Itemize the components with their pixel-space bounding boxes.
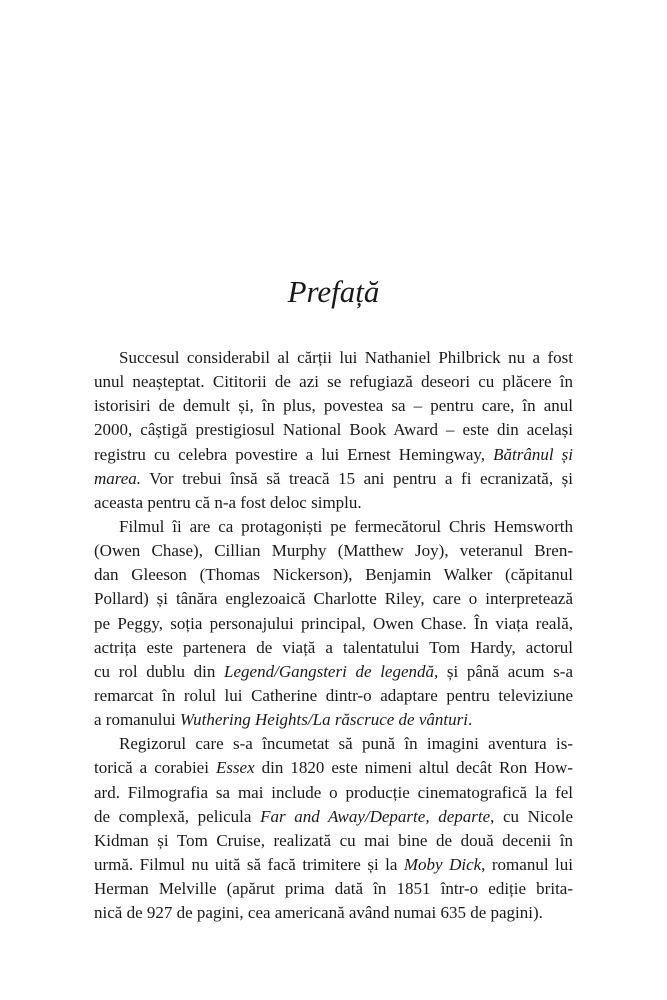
text-segment: aceasta pentru că n-a fost deloc simplu. xyxy=(94,492,362,512)
text-line xyxy=(94,853,573,877)
italic-title: Wuthering Heights/La răscruce de vânturi xyxy=(179,710,468,730)
italic-title: marea. xyxy=(94,468,142,488)
text-line xyxy=(94,756,573,780)
text-line xyxy=(94,467,573,491)
text-line xyxy=(94,563,573,587)
text-segment: Pollard) și tânăra englezoaică Charlotte Riley, care o interpretează xyxy=(94,589,573,609)
text-line xyxy=(94,612,573,636)
text-segment: dan Gleeson (Thomas Nickerson), Benjamin Walker (căpitanul xyxy=(94,565,573,585)
text-segment: de complexă, pelicula xyxy=(94,806,261,826)
paragraph xyxy=(94,346,573,515)
text-segment: , cu Nicole xyxy=(490,806,573,826)
italic-title: Far and Away/Departe, departe xyxy=(260,806,491,826)
text-segment: , romanul lui xyxy=(481,854,573,874)
page-title: Prefață xyxy=(287,274,380,309)
text-segment: din 1820 este nimeni altul decât Ron How- xyxy=(254,758,573,778)
text-segment: remarcat în rolul lui Catherine dintr-o adaptare pentru televiziune xyxy=(94,685,573,705)
text-segment: Herman Melville (apărut prima dată în 1851 într-o ediție brita- xyxy=(94,879,573,899)
text-line xyxy=(94,684,573,708)
text-segment: Vor trebui însă să treacă 15 ani pentru a fi ecranizată, și xyxy=(141,468,573,488)
text-line xyxy=(94,587,573,611)
text-line xyxy=(94,781,573,805)
preface-body xyxy=(94,346,573,925)
text-segment: torică a corabiei xyxy=(94,758,216,778)
text-segment: cu rol dublu din xyxy=(94,661,225,681)
text-segment: . xyxy=(467,710,473,730)
italic-title: Legend/Gangsteri de legendă xyxy=(224,661,435,681)
text-line xyxy=(94,346,573,370)
text-line xyxy=(94,901,573,925)
text-segment: unul neașteptat. Cititorii de azi se refugiază deseori cu plăcere în xyxy=(94,372,573,392)
text-segment: Regizorul care s-a încumetat să pună în imagini aventura is- xyxy=(119,734,573,754)
paragraph xyxy=(94,732,573,925)
text-segment: registru cu celebra povestire a lui Ernest Hemingway, xyxy=(94,444,494,464)
text-line xyxy=(94,660,573,684)
text-segment: istorisiri de demult și, în plus, povestea sa – pentru care, în anul xyxy=(94,396,573,416)
text-segment: actrița este partenera de viață a talentatului Tom Hardy, actorul xyxy=(94,637,573,657)
italic-title: Moby Dick xyxy=(403,854,482,874)
text-line xyxy=(94,370,573,394)
text-segment: (Owen Chase), Cillian Murphy (Matthew Joy), veteranul Bren- xyxy=(94,541,573,561)
text-segment: , și până acum s-a xyxy=(434,661,573,681)
text-segment: urmă. Filmul nu uită să facă trimitere și la xyxy=(94,854,404,874)
text-line xyxy=(94,539,573,563)
italic-title: Essex xyxy=(215,758,255,778)
text-line xyxy=(94,491,573,515)
text-segment: Filmul îi are ca protagoniști pe fermecătorul Chris Hemsworth xyxy=(119,516,573,536)
text-segment: Kidman și Tom Cruise, realizată cu mai bine de două decenii în xyxy=(94,830,573,850)
text-segment: ard. Filmografia sa mai include o producție cinematografică la fel xyxy=(94,782,573,802)
text-line xyxy=(94,829,573,853)
paragraph xyxy=(94,515,573,732)
text-segment: pe Peggy, soția personajului principal, Owen Chase. În viața reală, xyxy=(94,613,573,633)
text-segment: nică de 927 de pagini, cea americană având numai 635 de pagini). xyxy=(94,903,543,923)
text-line xyxy=(94,515,573,539)
text-line xyxy=(94,708,573,732)
text-line xyxy=(94,394,573,418)
text-line xyxy=(94,805,573,829)
text-segment: a romanului xyxy=(94,710,180,730)
italic-title: Bătrânul și xyxy=(493,444,573,464)
text-segment: 2000, câștigă prestigiosul National Book Award – este din același xyxy=(94,420,573,440)
text-line xyxy=(94,877,573,901)
text-line xyxy=(94,418,573,442)
text-line xyxy=(94,443,573,467)
text-line xyxy=(94,636,573,660)
text-segment: Succesul considerabil al cărții lui Nathaniel Philbrick nu a fost xyxy=(119,348,573,367)
text-line xyxy=(94,732,573,756)
